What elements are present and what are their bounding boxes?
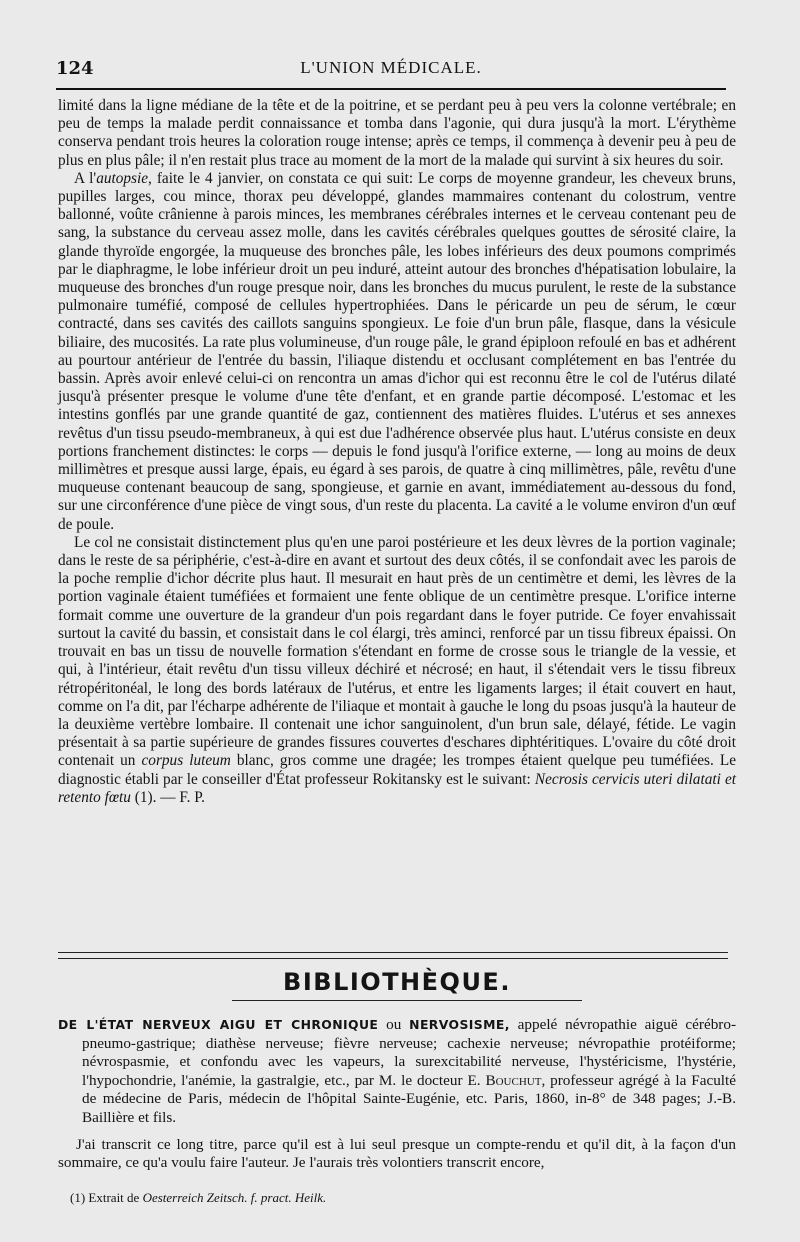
book-publication: , professeur agrégé à la Faculté de médecine de Paris, médecin de l'hôpital Sainte-Eugénie, etc. Paris, 1860, in-8° de 348 pages; J.-B. Baillière et fils. [82,1071,736,1126]
corpus-luteum-term: corpus luteum [141,752,231,770]
section-title: BIBLIOTHÈQUE. [283,968,511,996]
autopsy-text: , faite le 4 janvier, on constata ce qui suit: Le corps de moyenne grandeur, les cheveux bruns, pupilles larges, cou mince, thorax peu développé, glandes mammaires contenant du colostrum, ventre ballonné, voûte crânienne à parois minces, les membranes cérébrales internes et le cerveau contenant peu de sang, la substance du cerveau assez molle, dans les cavités cérébrales quelques gouttes de sérosité claire, la glande thyroïde engorgée, la muqueuse des bronches pâle, les lobes inférieurs des deux poumons comprimés par le diaphragme, le lobe inférieur droit un peu induré, atteint autour des bronches d'hépatisation lobulaire, la muqueuse des bronches d'un rouge presque noir, dans les bronches du mucus purulent, le reste de la substance pulmonaire tuméfié, composé de cellules hypertrophiées. Dans le péricarde un peu de sérum, le cœur contracté, dans ses cavités des caillots sanguins spongieux. Le foie d'un brun pâle, flasque, dans la vésicule biliaire, des mucosités. La rate plus volumineuse, d'un rouge pâle, le grand épiploon refoulé en bas et adhérent au pourtour antérieur de l'entrée du bassin, l'iliaque distendu et occlusant complétement en bas l'entrée du bassin. Après avoir enlevé celui-ci on rencontra un amas d'ichor qui est reconnu être le col de l'utérus dilaté jusqu'à présenter presque le volume d'une tête d'enfant, et en grande partie décomposé. L'estomac et les intestins gonflés par une grande quantité de gaz, contiennent des matières fluides. L'utérus et ses annexes revêtus d'un tissu pseudo-membraneux, à qui est due l'adhérence observée plus haut. L'utérus consiste en deux portions franchement distinctes: le corps — depuis le fond jusqu'à l'orifice externe, — long au moins de deux millimètres et presque aussi large, épais, eu égard à ses parois, de quatre à cinq millimètres, pâle, revêtu d'une muqueuse contenant beaucoup de sang, spongieuse, et garnie en avant, immédiatement au-dessous du fond, sur une circonférence d'une pièce de vingt sous, d'un reste du placenta. La cavité a le volume environ d'un œuf de poule. [58,169,736,533]
book-title-conj: ou [378,1016,410,1033]
header-rule [56,88,726,90]
footnote [70,1190,670,1206]
article-end-rule [58,952,728,959]
book-subtitle: appelé névropathie aiguë cérébro-pneumo-gastrique; diathèse nerveuse; fièvre nerveuse; cachexie nerveuse; névropathie protéiforme; névrospasmie, et confondu avec les vapeurs, la surexcitabilité nerveuse, l'hystéricisme, l'hystérie, l'hypochondrie, l'anémie, la gastralgie, etc., par M. le docteur E. [82,1016,737,1089]
cervix-text-2: blanc, gros comme une dragée; les trompes étaient quelque peu tuméfiées. Le diagnostic établi par le conseiller d'État professeur Rokitansky est le suivant: [58,752,736,788]
paragraph-cervix [58,534,736,807]
book-title-part1: DE L'ÉTAT NERVEUX AIGU ET CHRONIQUE [58,1017,379,1032]
footnote-source: Oesterreich Zeitsch. f. pract. Heilk. [142,1190,327,1205]
footnote-text: Extrait de [85,1190,143,1205]
running-title: L'UNION MÉDICALE. [300,58,482,77]
page-number: 124 [56,58,94,79]
article-signature: (1). — F. P. [130,788,205,806]
article-body [58,97,736,807]
footnote-marker: (1) [70,1190,86,1205]
page-header [56,58,726,84]
book-citation [58,1016,736,1128]
book-author: Bouchut [485,1071,542,1089]
book-title-part2: NERVOSISME, [409,1017,510,1032]
paragraph-erythema: limité dans la ligne médiane de la tête et de la poitrine, et se perdant peu à peu vers la colonne vertébrale; en peu de temps la malade perdit connaissance et tomba dans l'agonie, qui dura jusqu'à la mort. L'érythème conserva pendant trois heures la coloration rouge intense; après ce temps, il commença à devenir peu à peu de plus en plus pâle; il n'en restait plus trace au moment de la mort de la malade qui survint à six heures du soir. [58,97,736,169]
book-review [58,1016,736,1173]
autopsy-term: autopsie [96,169,149,187]
cervix-text: Le col ne consistait distinctement plus qu'en une paroi postérieure et les deux lèvres de la portion vaginale; dans le reste de sa périphérie, c'est-à-dire en avant et surtout des deux côtés, il se confondait avec les parois de la poche remplie d'ichor décrite plus haut. Il mesurait en haut près de un centimètre et demi, les lèvres de la portion vaginale étaient tuméfiées et formaient une fente oblique de un centimètre presque. L'orifice interne formait comme une ouverture de la grandeur d'un pois regardant dans le foyer putride. Ce foyer envahissait surtout la cavité du bassin, et consistait dans le col élargi, très aminci, renforcé par un tissu fibreux épaissi. On trouvait en bas un tissu de nouvelle formation s'étendant en forme de crosse sous le triangle de la vessie, et qui, à l'intérieur, était revêtu d'un tissu villeux déchiré et nécrosé; en haut, il s'étendait vers le tissu fibreux rétropéritonéal, le long des bords latéraux de l'utérus, et entre les ligaments larges; il était couvert en haut, comme on l'a dit, par l'écharpe adhérente de l'iliaque et montait à gauche le long du psoas jusqu'à la hauteur de la deuxième vertèbre lombaire. Il contenait une ichor sanguinolent, d'un brun sale, délayé, fétide. Le vagin présentait à sa partie supérieure de grandes fissures couvertes d'eschares diphtéritiques. L'ovaire du côté droit contenait un [58,533,736,770]
diagnosis-term: Necrosis cervicis uteri dilatati et retento fœtu [58,770,736,806]
section-rule [232,1000,582,1001]
review-paragraph: J'ai transcrit ce long titre, parce qu'il est à lui seul presque un compte-rendu et qu'il dit, à la façon d'un sommaire, ce qu'a voulu faire l'auteur. Je l'aurais très volontiers transcrit encore, [58,1135,736,1172]
paragraph-autopsy [58,170,736,534]
autopsy-lead: A l' [74,169,97,187]
